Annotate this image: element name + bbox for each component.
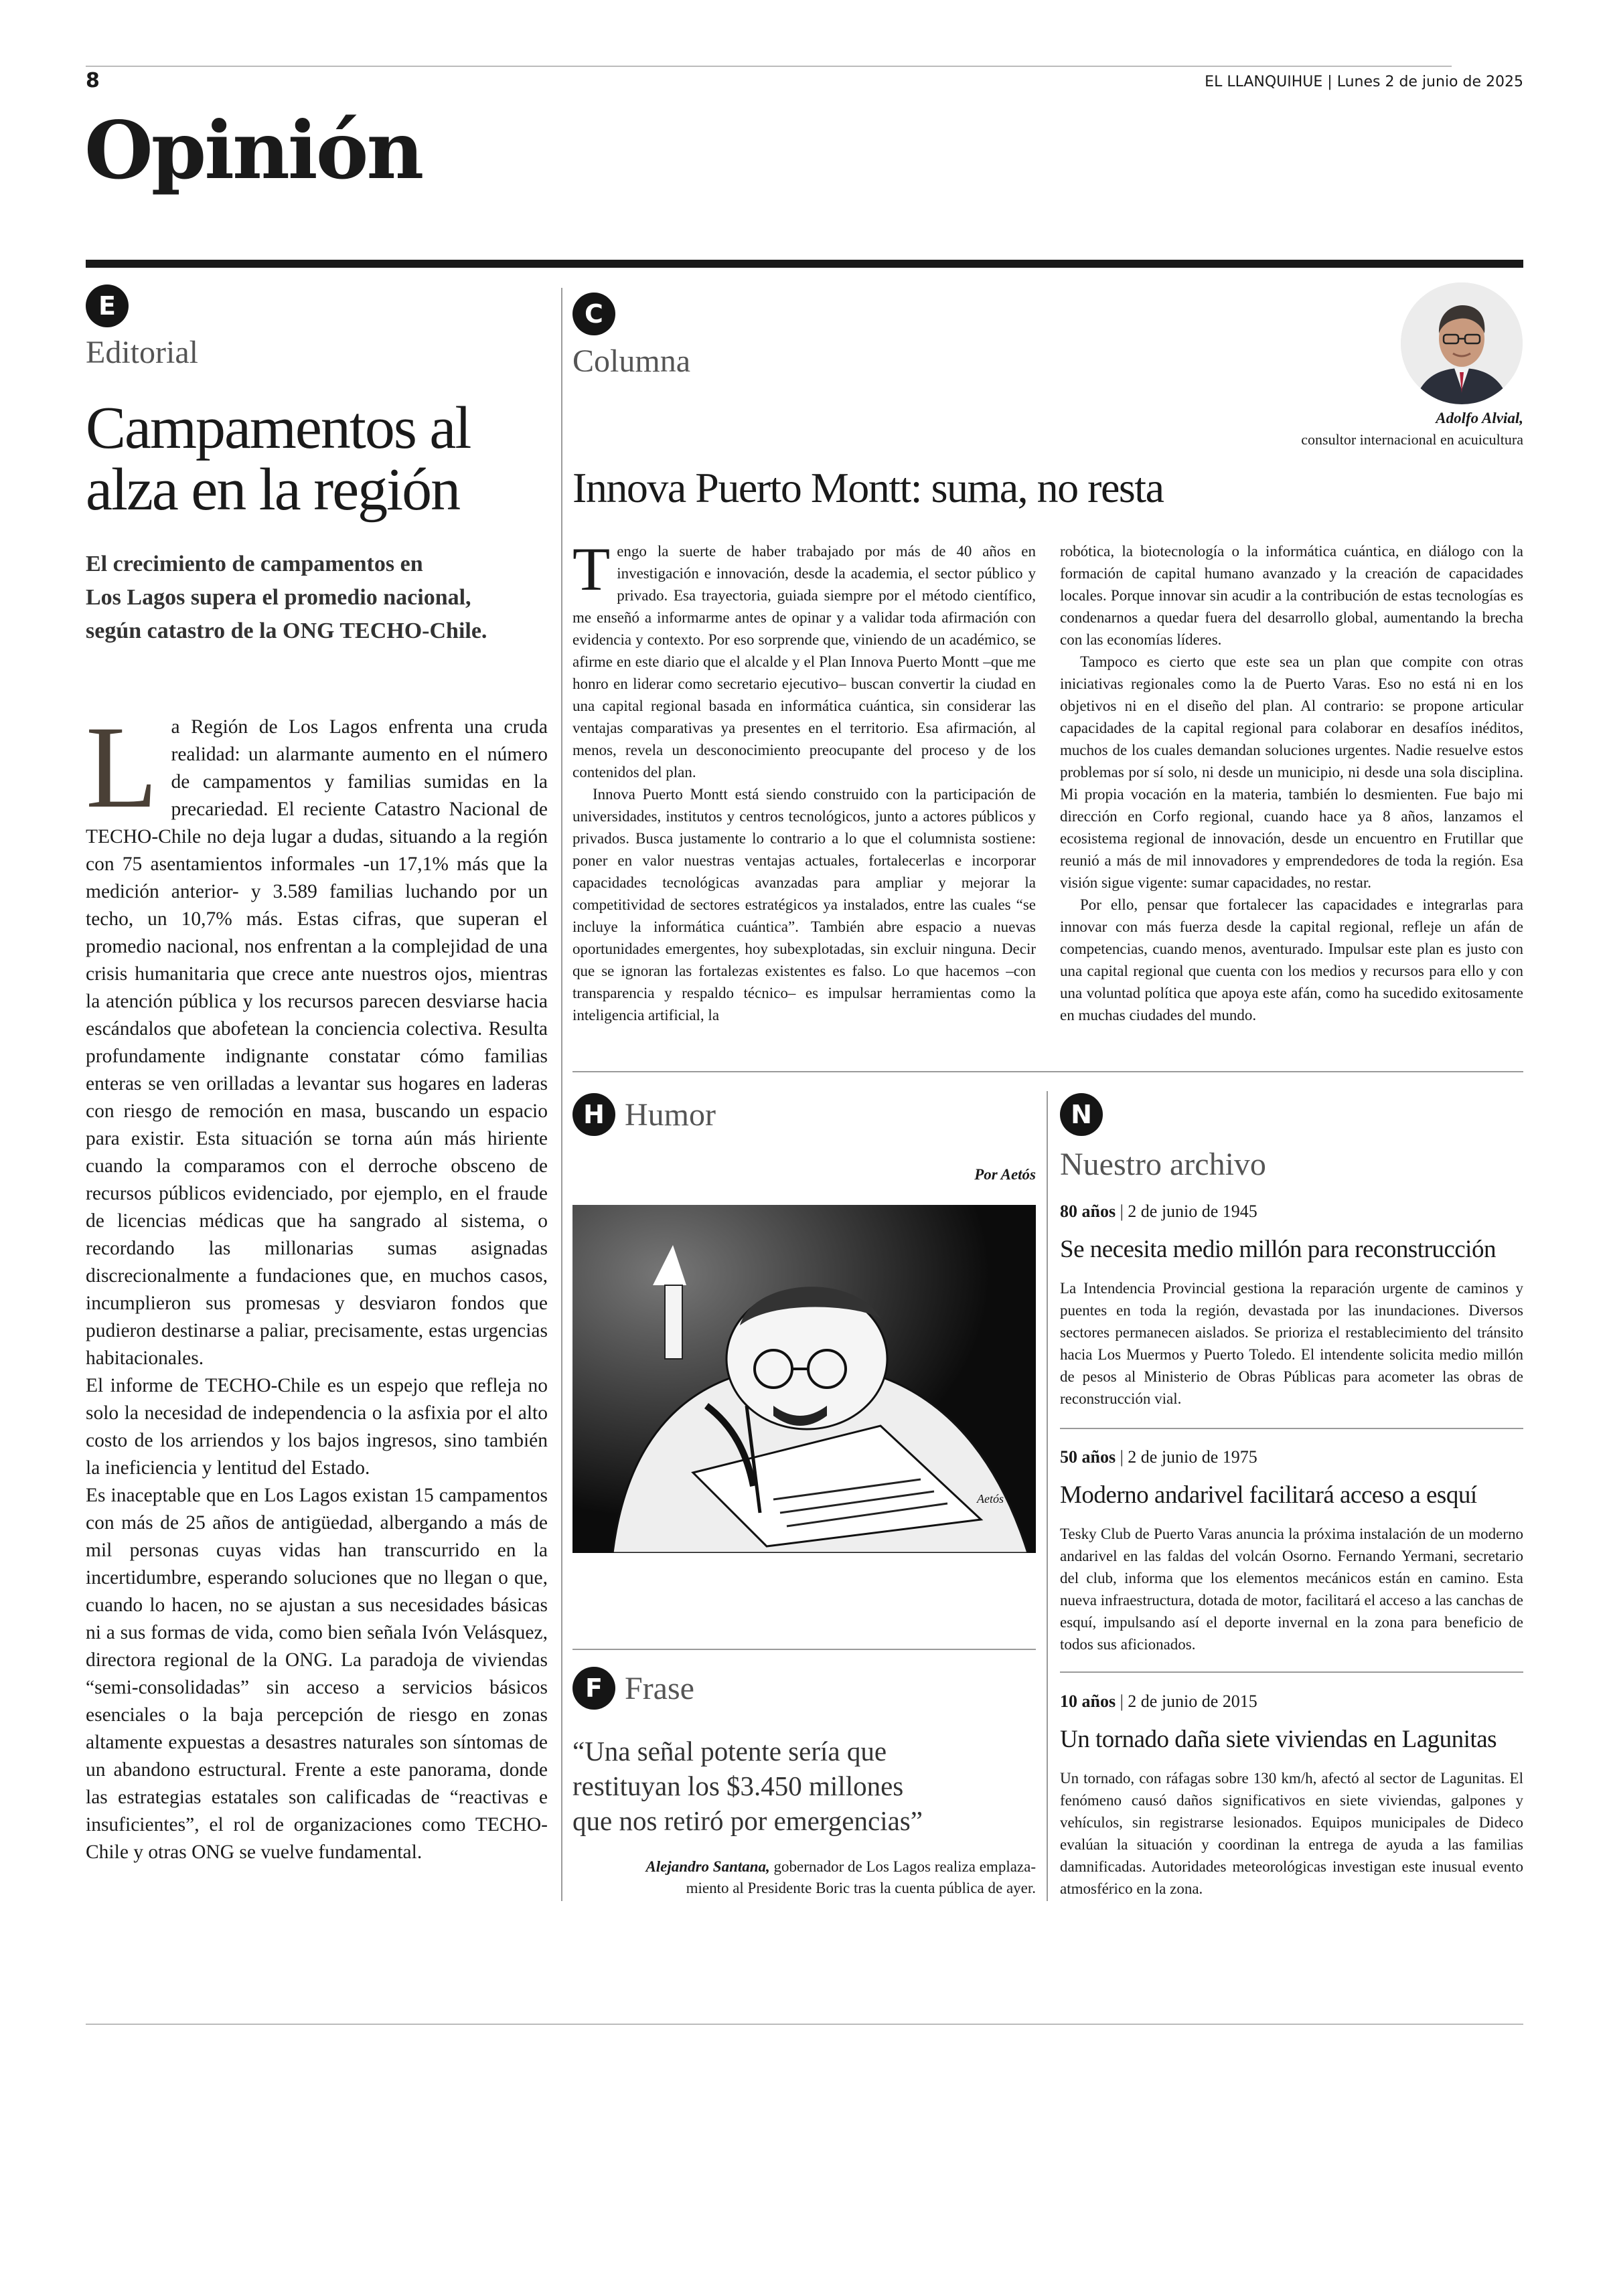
column-badge-wrap bbox=[572, 293, 615, 335]
section-rule bbox=[86, 260, 1523, 268]
archive-item bbox=[1060, 1202, 1523, 1410]
column-body-right bbox=[1060, 540, 1523, 1026]
archive-body: Tesky Club de Puerto Varas anuncia la próxima instalación de un moderno andarivel en las faldas del volcán Osorno. Fernando Yermani, secretario del club, informa que los elementos mecánicos están en camino. Esta nueva infraestructura, dotada de motor, facilitará el acceso a las canchas de esquí, impulsando así el deporte invernal en la zona para beneficio de todos sus aficionados. bbox=[1060, 1526, 1523, 1653]
quote-line: restituyan los $3.450 millones bbox=[572, 1771, 904, 1801]
editorial-headline bbox=[86, 395, 548, 523]
column-body-left bbox=[572, 535, 1036, 1026]
column-badge: C bbox=[572, 293, 615, 335]
archive-badge-wrap bbox=[1060, 1093, 1103, 1136]
archive-label: Nuestro archivo bbox=[1060, 1147, 1266, 1182]
archive-years: 10 años bbox=[1060, 1692, 1116, 1711]
editorial-label: Editorial bbox=[86, 335, 198, 370]
editorial-paragraph: La Región de Los Lagos enfrenta una cruda realidad: un alarmante aumento en el número de campamentos y familias sumidas en la precariedad. El reciente Catastro Nacional de TECHO-Chile no deja lugar a dudas, situando a la región con 75 asentamientos informales -un 17,1% más que la medición anterior- y 3.589 familias luchando por un techo, un 10,7% más. Estas cifras, que superan el promedio nacional, nos enfrentan a la complejidad de una crisis humanitaria que crece ante nuestros ojos, mientras la atención pública y los recursos parecen desviarse hacia escándalos que abofetean la conciencia colectiva. Resulta profundamente indignante constatar cómo familias enteras se ven orilladas a levantar sus hogares en laderas con riesgo de remoción en masa, buscando un espacio para existir. Esta situación se torna aún más hiriente cuando la comparamos con el derroche obsceno de recursos públicos evidenciado, por ejemplo, en el fraude de licencias médicas que ha sangrado al sistema, o recordando las millonarias sumas asignadas discrecionalmente a fundaciones que, en muchos casos, incumplieron sus promesas y desviaron fondos que pudieron destinarse a paliar, precisamente, estas urgencias habitacionales. bbox=[86, 702, 548, 1369]
frase-badge: F bbox=[572, 1667, 615, 1710]
frase-attribution bbox=[572, 1856, 1036, 1899]
archive-body: Un tornado, con ráfagas sobre 130 km/h, afectó al sector de Lagunitas. El fenómeno causó daños significativos en siete viviendas, galpones y vehículos, sin registrarse lesionados. Equipos municipales de Dideco evalúan la situación y coordinan la entrega de ayuda a las familias damnificadas. Autoridades meteorológicas investigan este inusual evento atmosférico en la zona. bbox=[1060, 1770, 1523, 1897]
archive-body: La Intendencia Provincial gestiona la reparación urgente de caminos y puentes en toda la región, devastada por las inundaciones. Diversos sectores permanecen aislados. Se prioriza el restablecimiento del tránsito hacia Los Muermos y Puerto Toledo. El intendente solicita medio millón de pesos al Ministerio de Obras Públicas para acometer las obras de reconstrucción vial. bbox=[1060, 1280, 1523, 1407]
archive-item bbox=[1060, 1692, 1523, 1900]
column-divider-left bbox=[561, 288, 562, 1901]
archive-years: 80 años bbox=[1060, 1202, 1116, 1221]
editorial-deck bbox=[86, 548, 548, 648]
archive-years: 50 años bbox=[1060, 1447, 1116, 1467]
humor-cartoon bbox=[572, 1205, 1036, 1553]
cartoon-signature: Aetós bbox=[977, 1492, 1004, 1505]
archive-headline: Un tornado daña siete viviendas en Lagunitas bbox=[1060, 1726, 1497, 1753]
editorial-section bbox=[86, 284, 548, 1866]
column-paragraph: Por ello, pensar que fortalecer las capacidades e integrarlas para innovar con más fuerza desde la capital regional, refleje un afán de competencias, cuando menos, aventurado. Impulsar este plan es justo con una capital regional que cuenta con los medios y recursos para ello y con una voluntad política que apoya este afán, como ha sucedido exitosamente en muchas ciudades del mundo. bbox=[1060, 896, 1523, 1023]
editorial-paragraph: Es inaceptable que en Los Lagos existan 15 campamentos con más de 25 años de antigüedad, albergando a más de mil personas cuyas vidas han transcurrido en la incertidumbre, esperando soluciones que no llegan o que, cuando lo hacen, no se ajustan a sus necesidades básicas ni a sus formas de vida, como bien señala Ivón Velásquez, directora regional de la ONG. La paradoja de viviendas “semi-consolidadas” sin acceso a servicios básicos esenciales o la baja percepción de riesgo en zonas altamente expuestas a desastres naturales son síntomas de un abandono estructural. Frente a este panorama, donde las estrategias estatales son calificadas de “reactivas e insuficientes”, el rol de organizaciones como TECHO-Chile y otras ONG se vuelve fundamental. bbox=[86, 1485, 548, 1863]
page-number: 8 bbox=[86, 69, 100, 92]
humor-badge: H bbox=[572, 1093, 615, 1136]
frase-speaker: Alejandro Santana, bbox=[645, 1858, 770, 1875]
archive-headline: Se necesita medio millón para reconstrucción bbox=[1060, 1236, 1496, 1263]
humor-label: Humor bbox=[625, 1096, 716, 1133]
author-photo bbox=[1401, 282, 1523, 404]
top-hairline bbox=[86, 66, 1452, 67]
column-paragraph: Tengo la suerte de haber trabajado por más de 40 años en investigación e innovación, desde la academia, el sector público y privado. Esa trayectoria, guiada siempre por el método científico, me enseñó a informarme antes de opinar y a validar toda afirmación con evidencia y contexto. Por eso sorprende que, viniendo de un académico, se afirme en este diario que el alcalde y el Plan Innova Puerto Montt –que me honro en liderar como secretario ejecutivo– buscan convertir la ciudad en una capital regional basada en informática cuántica, sin considerar las ventajas comparativas ya presentes en el territorio. Esa afirmación, al menos, revela un desconocimiento preocupante del proceso y de los contenidos del plan. bbox=[572, 535, 1036, 781]
masthead-date: Lunes 2 de junio de 2025 bbox=[1336, 74, 1523, 90]
column-label: Columna bbox=[572, 343, 690, 379]
frase-quote bbox=[572, 1734, 1041, 1838]
frase-header bbox=[572, 1667, 694, 1710]
editorial-dropcap: L bbox=[86, 702, 158, 833]
humor-header bbox=[572, 1093, 716, 1136]
column-bottom-rule bbox=[572, 1071, 1523, 1072]
masthead: EL LLANQUIHUE | Lunes 2 de junio de 2025 bbox=[1205, 74, 1523, 90]
column-author-role: consultor internacional en acuicultura bbox=[1301, 431, 1523, 448]
archive-badge: N bbox=[1060, 1093, 1103, 1136]
author-portrait-icon bbox=[1401, 282, 1523, 404]
column-dropcap: T bbox=[572, 535, 611, 603]
quote-line: “Una señal potente sería que bbox=[572, 1736, 887, 1767]
editorial-deck-line: El crecimiento de campamentos en bbox=[86, 552, 423, 576]
column-paragraph: robótica, la biotecnología o la informática cuántica, en diálogo con la formación de capital humano avanzado y la creación de capacidades locales. Porque innovar sin acudir a la contribución de estas tecnologías es condenarnos a quedar fuera del desarrollo global, aumentando la brecha con las economías líderes. bbox=[1060, 543, 1523, 648]
frase-label: Frase bbox=[625, 1670, 694, 1706]
frase-attribution-line: gobernador de Los Lagos realiza emplaza- bbox=[773, 1858, 1036, 1875]
archive-date: | 2 de junio de 2015 bbox=[1120, 1692, 1257, 1711]
column-divider-right bbox=[1047, 1091, 1048, 1901]
archive-divider bbox=[1060, 1671, 1523, 1673]
column-author-name: Adolfo Alvial, bbox=[1436, 410, 1523, 426]
archive-item bbox=[1060, 1447, 1523, 1655]
column-paragraph: Tampoco es cierto que este sea un plan que compite con otras iniciativas regionales como la de Puerto Varas. Eso no está ni en los objetivos ni en el diseño del plan. Al contrario: se propone articular capacidades de la capital regional para colaborar en desafíos inéditos, muchos de los cuales demandan soluciones urgentes. Nadie resuelve estos problemas por sí solo, ni desde un municipio, ni desde una sola disciplina. Mi propia vocación en la materia, también lo desmienten. Fue bajo mi dirección en Corfo regional, cuando hace ya 8 años, lanzamos el ecosistema regional de innovación, desde un encuentro en Frutillar que reunió a más de mil innovadores y emprendedores de toda la región. Esa visión sigue vigente: sumar capacidades, no restar. bbox=[1060, 653, 1523, 891]
archive-date: | 2 de junio de 1945 bbox=[1120, 1202, 1257, 1221]
cartoon-illustration-icon bbox=[572, 1205, 1036, 1553]
editorial-body bbox=[86, 702, 548, 1866]
editorial-deck-line: Los Lagos supera el promedio nacional, bbox=[86, 585, 471, 610]
masthead-paper: EL LLANQUIHUE bbox=[1205, 74, 1323, 90]
archive-headline: Moderno andarivel facilitará acceso a esquí bbox=[1060, 1481, 1477, 1509]
humor-credit: Por Aetós bbox=[974, 1166, 1036, 1183]
quote-line: que nos retiró por emergencias” bbox=[572, 1805, 923, 1836]
editorial-deck-line: según catastro de la ONG TECHO-Chile. bbox=[86, 619, 487, 643]
editorial-paragraph: El informe de TECHO-Chile es un espejo que refleja no solo la necesidad de independencia o la asfixia por el alto costo de los arriendos y los bajos ingresos, sino también la ineficiencia y lentitud del Estado. bbox=[86, 1375, 548, 1479]
column-paragraph: Innova Puerto Montt está siendo construido con la participación de universidades, institutos y centros tecnológicos, junto a actores públicos y privados. Busca justamente lo contrario a lo que el columnista sostiene: poner en valor nuestras ventajas actuales, fortalecerlas e incorporar capacidades tecnológicas avanzadas para ampliar y mejorar la competitividad de sectores estratégicos ya instalados, entre las cuales “se incluye la informática cuántica”. También abre espacio a nuevas oportunidades emergentes, hoy subexplotadas, sin excluir ninguna. Decir que se ignoran las fortalezas existentes es falso. Lo que hacemos –con transparencia y respaldo técnico– es impulsar herramientas como la inteligencia artificial, la bbox=[572, 786, 1036, 1023]
editorial-headline-line: Campamentos al bbox=[86, 395, 471, 461]
frase-attribution-line: miento al Presidente Boric tras la cuenta pública de ayer. bbox=[686, 1880, 1036, 1896]
page-bottom-rule bbox=[86, 2024, 1523, 2025]
archive-divider bbox=[1060, 1428, 1523, 1429]
column-headline: Innova Puerto Montt: suma, no resta bbox=[572, 464, 1164, 511]
archive-date: | 2 de junio de 1975 bbox=[1120, 1447, 1257, 1467]
humor-bottom-rule bbox=[572, 1649, 1036, 1650]
section-title: Opinión bbox=[84, 104, 423, 197]
editorial-badge: E bbox=[86, 284, 129, 327]
editorial-headline-line: alza en la región bbox=[86, 457, 460, 523]
